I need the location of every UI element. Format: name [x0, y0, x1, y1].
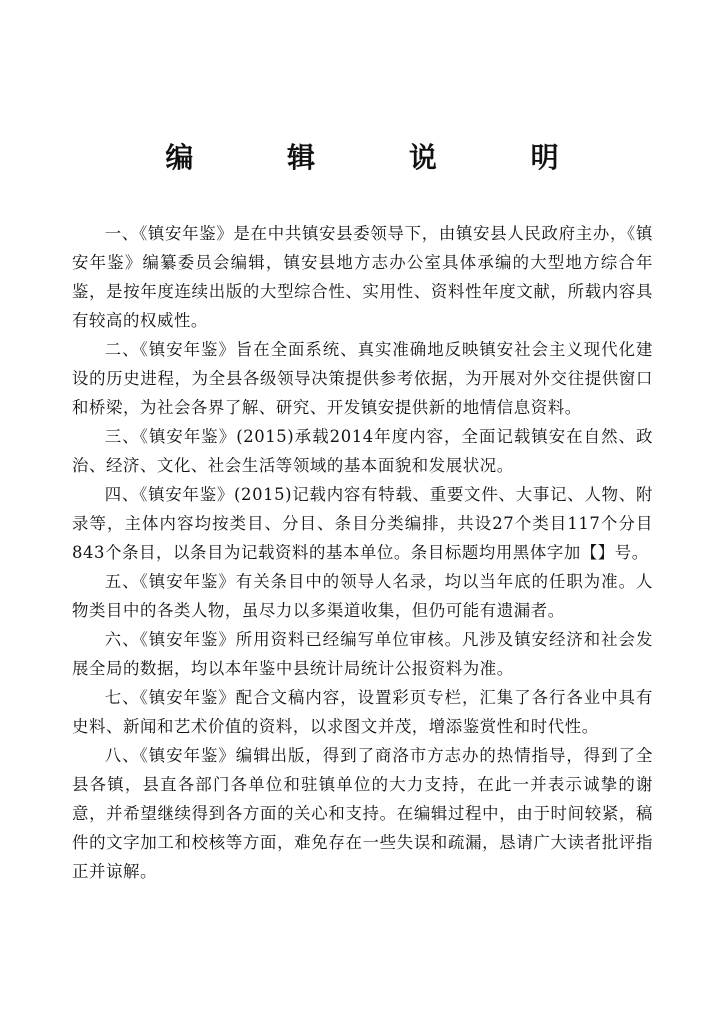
paragraph-5: 五、《镇安年鉴》有关条目中的领导人名录，均以当年底的任职为准。人物类目中的各类人物，虽尽力以多渠道收集，但仍可能有遗漏者。 [72, 572, 653, 620]
paragraph-4: 四、《镇安年鉴》(2015)记载内容有特载、重要文件、大事记、人物、附录等，主体内容均按类目、分目、条目分类编排，共设27个类目117个分目843个条目，以条目为记载资料的基本单位。条目标题均用黑体字加【】号。 [72, 485, 653, 562]
paragraph-6: 六、《镇安年鉴》所用资料已经编写单位审核。凡涉及镇安经济和社会发展全局的数据，均以本年鉴中县统计局统计公报资料为准。 [72, 630, 653, 678]
paragraph-3: 三、《镇安年鉴》(2015)承载2014年度内容，全面记载镇安在自然、政治、经济、文化、社会生活等领域的基本面貌和发展状况。 [72, 427, 653, 475]
paragraph-2: 二、《镇安年鉴》旨在全面系统、真实准确地反映镇安社会主义现代化建设的历史进程，为全县各级领导决策提供参考依据，为开展对外交往提供窗口和桥梁，为社会各界了解、研究、开发镇安提供新的地情信息资料。 [72, 340, 653, 417]
document-body [72, 219, 653, 886]
page-title: 编 辑 说 明 [165, 141, 601, 174]
paragraph-8: 八、《镇安年鉴》编辑出版，得到了商洛市方志办的热情指导，得到了全县各镇，县直各部门各单位和驻镇单位的大力支持，在此一并表示诚挚的谢意，并希望继续得到各方面的关心和支持。在编辑过程中，由于时间较紧，稿件的文字加工和校核等方面，难免存在一些失误和疏漏，恳请广大读者批评指正并谅解。 [72, 746, 653, 881]
paragraph-7: 七、《镇安年鉴》配合文稿内容，设置彩页专栏，汇集了各行各业中具有史料、新闻和艺术价值的资料，以求图文并茂，增添鉴赏性和时代性。 [72, 688, 653, 736]
paragraph-1: 一、《镇安年鉴》是在中共镇安县委领导下，由镇安县人民政府主办，《镇安年鉴》编纂委员会编辑，镇安县地方志办公室具体承编的大型地方综合年鉴，是按年度连续出版的大型综合性、实用性、资料性年度文献，所载内容具有较高的权威性。 [72, 224, 653, 330]
